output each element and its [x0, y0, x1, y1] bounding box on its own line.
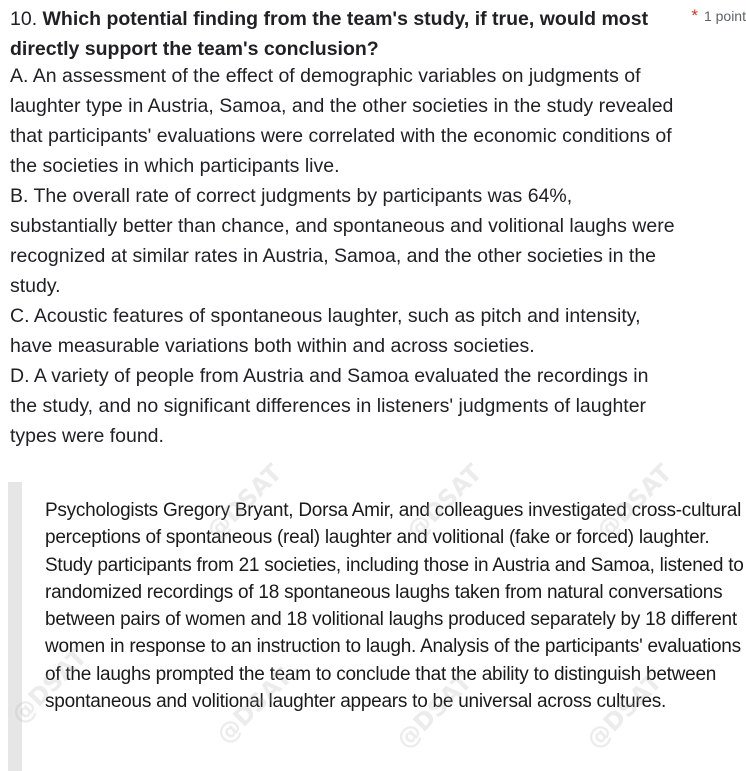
passage-text: Psychologists Gregory Bryant, Dorsa Amir, and colleagues investigated cross-cultural perceptions of spontaneous (real) laughter and volitional (fake or forced) laughter. Study participants from 21 societies, including those in Austria and Samoa, listened to randomized recordings of 18 spontaneous laughs taken from natural conversations between pairs of women and 18 volitional laughs produced separately by 18 different women in response to an instruction to laugh. Analysis of the participants' evaluations of the laughs prompted the team to conclude that the ability to distinguish between spontaneous and volitional laughter appears to be universal across cultures. — [45, 500, 744, 713]
watermark: @DSAT — [390, 667, 478, 755]
question-number: 10. — [10, 8, 38, 30]
watermark: @DSAT — [400, 458, 488, 546]
passage-image — [5, 458, 746, 771]
points-label: 1 point — [703, 8, 746, 24]
points-indicator — [691, 6, 746, 26]
question-header — [10, 4, 675, 64]
answer-options — [10, 61, 675, 451]
question-title: Which potential finding from the team's study, if true, would most directly support the team's conclusion? — [10, 8, 649, 60]
watermark: @DSAT — [580, 667, 668, 755]
option-d[interactable]: D. A variety of people from Austria and Samoa evaluated the recordings in the study, and no significant differences in listeners' judgments of laughter types were found. — [10, 365, 649, 447]
option-a[interactable]: A. An assessment of the effect of demographic variables on judgments of laughter type in Austria, Samoa, and the other societies in the study revealed that participants' evaluations were correlated with the economic conditions of the societies in which participants live. — [10, 65, 674, 177]
watermark: @DSAT — [210, 662, 298, 750]
watermark: @DSAT — [590, 458, 678, 546]
option-b[interactable]: B. The overall rate of correct judgments by participants was 64%, substantially better than chance, and spontaneous and volitional laughs were recognized at similar rates in Austria, Samoa, and the other societies in the study. — [10, 185, 675, 297]
required-mark: * — [691, 6, 698, 25]
option-c[interactable]: C. Acoustic features of spontaneous laughter, such as pitch and intensity, have measurable variations both within and across societies. — [10, 305, 641, 357]
watermark: @DSAT — [5, 642, 93, 730]
watermark: @DSAT — [200, 458, 288, 546]
